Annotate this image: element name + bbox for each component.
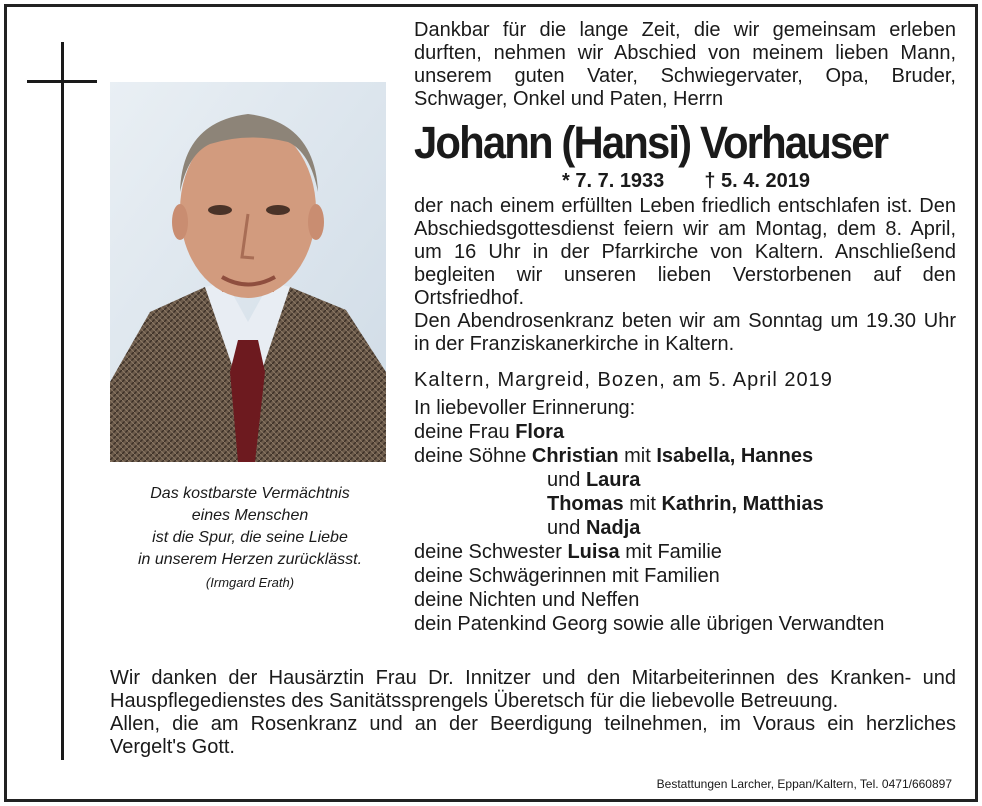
announcement-text: der nach einem erfüllten Leben friedlich entschlafen ist. Den Abschiedsgottesdienst feiern wir am Montag, dem 8. April, um 16 Uhr in der Pfarrkirche von Kaltern. Anschließend begleiten wir unseren lieben Verstorbenen auf den Ortsfriedhof. xyxy=(414,195,956,309)
family-line-sisters-in-law: deine Schwägerinnen mit Familien xyxy=(414,565,720,587)
family-line-sister: deine Schwester Luisa mit Familie xyxy=(414,541,722,563)
deceased-name: Johann (Hansi) Vorhauser xyxy=(414,117,888,168)
family-heading: In liebevoller Erinnerung: xyxy=(414,397,636,419)
family-line-son1-cont: und Laura xyxy=(547,469,641,491)
death-date: † 5. 4. 2019 xyxy=(704,170,810,192)
main-text-column xyxy=(414,19,956,636)
family-line-son2-cont: und Nadja xyxy=(547,517,641,539)
undertaker-credit: Bestattungen Larcher, Eppan/Kaltern, Tel. 0471/660897 xyxy=(656,777,952,791)
family-line-wife: deine Frau Flora xyxy=(414,421,565,443)
life-dates xyxy=(414,169,956,193)
cross-horizontal xyxy=(27,80,97,83)
quote-author: (Irmgard Erath) xyxy=(205,575,295,590)
family-list xyxy=(414,396,956,636)
thanks-section xyxy=(110,667,956,759)
quote-line: Das kostbarste Vermächtnis xyxy=(150,485,350,502)
quote-line: in unserem Herzen zurücklässt. xyxy=(137,551,363,568)
quote-line: ist die Spur, die seine Liebe xyxy=(152,529,348,546)
memorial-quote xyxy=(100,483,400,595)
family-line-son2: Thomas mit Kathrin, Matthias xyxy=(547,493,824,515)
portrait-photo xyxy=(110,82,386,462)
thanks-text-2: Allen, die am Rosenkranz und an der Beerdigung teilnehmen, im Voraus ein herzliches Vergelt's Gott. xyxy=(110,713,956,758)
place-date: Kaltern, Margreid, Bozen, am 5. April 2019 xyxy=(414,369,833,391)
birth-date: * 7. 7. 1933 xyxy=(562,170,665,192)
family-line-son1: deine Söhne Christian mit Isabella, Hannes xyxy=(414,445,814,467)
intro-text: Dankbar für die lange Zeit, die wir gemeinsam erleben durften, nehmen wir Abschied von meinem lieben Mann, unserem guten Vater, Schwiegervater, Opa, Bruder, Schwager, Onkel und Paten, Herrn xyxy=(414,19,956,110)
quote-line: eines Menschen xyxy=(191,507,309,524)
family-line-godchild: dein Patenkind Georg sowie alle übrigen Verwandten xyxy=(414,613,885,635)
rosary-text: Den Abendrosenkranz beten wir am Sonntag um 19.30 Uhr in der Franziskanerkirche in Kaltern. xyxy=(414,310,956,355)
thanks-text: Wir danken der Hausärztin Frau Dr. Innitzer und den Mitarbeiterinnen des Kranken- und Hauspflegedienstes des Sanitätssprengels Überetsch für die liebevolle Betreuung. xyxy=(110,667,956,712)
family-line-nieces: deine Nichten und Neffen xyxy=(414,589,640,611)
cross-vertical xyxy=(61,42,64,760)
